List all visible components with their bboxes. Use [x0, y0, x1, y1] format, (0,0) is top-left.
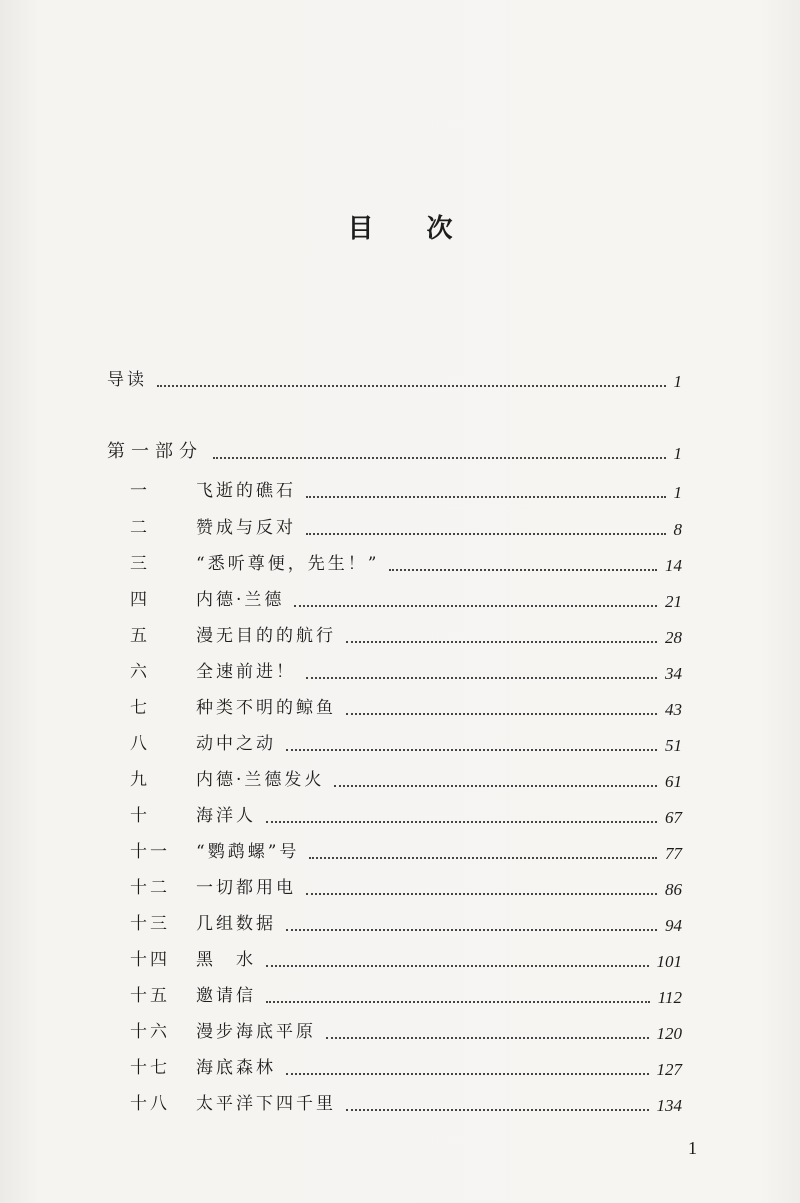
toc-page-number: 67	[665, 808, 682, 827]
toc-entry	[0, 981, 800, 1011]
toc-page-number: 34	[665, 664, 682, 683]
toc-entry-title: 漫步海底平原	[196, 1022, 316, 1042]
toc-leader-dots	[309, 857, 657, 859]
toc-entry-title: 黑 水	[196, 950, 256, 970]
toc-entry-title: 动中之动	[196, 734, 276, 754]
toc-leader-dots	[286, 929, 657, 931]
toc-entry	[0, 1017, 800, 1047]
toc-page-number: 86	[665, 880, 682, 899]
toc-entry-title: 海底森林	[196, 1058, 276, 1078]
toc-entry-title: 种类不明的鲸鱼	[196, 698, 336, 718]
toc-page-number: 14	[665, 556, 682, 575]
toc-page-number: 120	[656, 1024, 682, 1043]
toc-entry-number: 七	[130, 698, 150, 718]
toc-leader-dots	[334, 785, 657, 787]
toc-entry	[0, 729, 800, 759]
toc-entry	[0, 585, 800, 615]
toc-entry-number: 十五	[130, 986, 170, 1006]
toc-page-number: 1	[673, 483, 682, 502]
toc-entry	[0, 765, 800, 795]
toc-entry	[0, 873, 800, 903]
page-title: 目 次	[347, 214, 475, 244]
toc-entry-title: 邀请信	[196, 986, 256, 1006]
toc-entry-title: 太平洋下四千里	[196, 1094, 336, 1114]
toc-entry-number: 十一	[130, 842, 170, 862]
toc-entry-number: 十七	[130, 1058, 170, 1078]
toc-entry-number: 三	[130, 554, 150, 574]
toc-leader-dots	[306, 496, 666, 498]
toc-page-number: 94	[665, 916, 682, 935]
toc-page-number: 1	[673, 372, 682, 391]
toc-page-number: 1	[673, 444, 682, 463]
toc-entry-number: 四	[130, 590, 150, 610]
toc-entry	[0, 801, 800, 831]
toc-entry-number: 十	[130, 806, 150, 826]
toc-entry	[0, 945, 800, 975]
toc-entry-number: 五	[130, 626, 150, 646]
toc-leader-dots	[346, 641, 657, 643]
toc-leader-dots	[306, 677, 657, 679]
toc-entry-title: 一切都用电	[196, 878, 296, 898]
toc-entry	[0, 837, 800, 867]
toc-entry-title: 全速前进！	[196, 662, 296, 682]
toc-entry	[0, 365, 800, 395]
toc-entry-number: 十八	[130, 1094, 170, 1114]
toc-entry	[0, 657, 800, 687]
toc-entry-title: 赞成与反对	[196, 518, 296, 538]
toc-leader-dots	[326, 1037, 649, 1039]
toc-page-number: 101	[656, 952, 682, 971]
toc-entry-title: “悉听尊便，先生！”	[196, 554, 380, 574]
toc-page-number: 134	[656, 1096, 682, 1115]
toc-entry-number: 一	[130, 481, 150, 501]
toc-page-number: 112	[657, 988, 682, 1007]
toc-entry	[0, 549, 800, 579]
toc-entry-title: 第一部分	[107, 441, 203, 462]
toc-entry-number: 九	[130, 770, 150, 790]
toc-leader-dots	[266, 1001, 650, 1003]
toc-leader-dots	[157, 385, 666, 387]
toc-leader-dots	[294, 605, 657, 607]
toc-entry-number: 十二	[130, 878, 170, 898]
toc-page-number: 127	[656, 1060, 682, 1079]
toc-leader-dots	[213, 457, 666, 459]
toc-leader-dots	[346, 1109, 649, 1111]
toc-leader-dots	[389, 569, 657, 571]
toc-entry-number: 十六	[130, 1022, 170, 1042]
toc-entry-number: 十三	[130, 914, 170, 934]
toc-leader-dots	[266, 821, 657, 823]
toc-entry	[0, 693, 800, 723]
toc-entry	[0, 621, 800, 651]
toc-entry-title: 几组数据	[196, 914, 276, 934]
toc-entry-number: 八	[130, 734, 150, 754]
toc-leader-dots	[286, 1073, 649, 1075]
toc-entry	[0, 1053, 800, 1083]
page-folio: 1	[688, 1138, 697, 1158]
toc-leader-dots	[266, 965, 649, 967]
toc-entry	[0, 513, 800, 543]
toc-entry-title: “鹦鹉螺”号	[196, 842, 300, 862]
toc-entry-number: 二	[130, 518, 150, 538]
toc-leader-dots	[306, 533, 666, 535]
toc-entry-number: 十四	[130, 950, 170, 970]
toc-leader-dots	[286, 749, 657, 751]
toc-leader-dots	[306, 893, 657, 895]
toc-leader-dots	[346, 713, 657, 715]
toc-entry-title: 漫无目的的航行	[196, 626, 336, 646]
toc-page-number: 28	[665, 628, 682, 647]
toc-entry-title: 内德·兰德发火	[196, 770, 325, 790]
toc-entry-title: 飞逝的礁石	[196, 481, 296, 501]
toc-entry-title: 海洋人	[196, 806, 256, 826]
toc-page-number: 43	[665, 700, 682, 719]
toc-part-heading	[0, 437, 800, 467]
toc-entry-number: 六	[130, 662, 150, 682]
toc-entry	[0, 909, 800, 939]
toc-entry-title: 导读	[107, 370, 147, 390]
toc-page-number: 21	[665, 592, 682, 611]
toc-entry-title: 内德·兰德	[196, 590, 285, 610]
toc-page-number: 51	[665, 736, 682, 755]
toc-entry	[0, 476, 800, 506]
toc-page-number: 77	[665, 844, 682, 863]
toc-page-number: 61	[665, 772, 682, 791]
toc-entry	[0, 1089, 800, 1119]
toc-page-number: 8	[673, 520, 682, 539]
